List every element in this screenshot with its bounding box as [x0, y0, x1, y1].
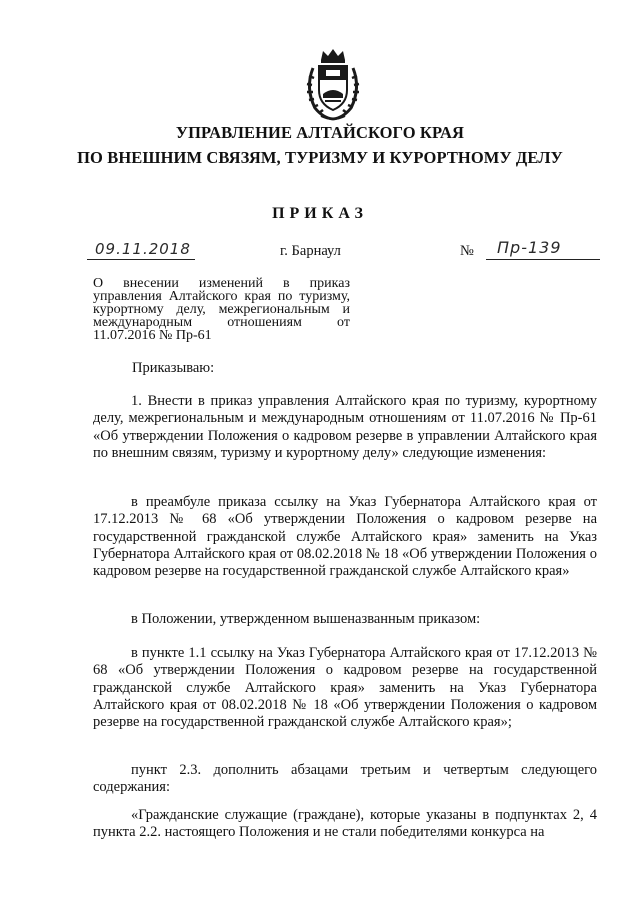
organization-name-line1: УПРАВЛЕНИЕ АЛТАЙСКОГО КРАЯ — [175, 123, 465, 142]
body-paragraph: 1. Внести в приказ управления Алтайского края по туризму, курортному делу, межрегиональным и международным отношениям от 11.07.2016 № Пр-61 «Об утверждении Положения о кадровом резерве в управлении Алтайского края по внешним связям, туризму и курортному делу» следующие изменения: — [93, 393, 597, 461]
handwritten-date: 09.11.2018 — [95, 240, 191, 258]
body-paragraph: в Положении, утвержденном вышеназванным приказом: — [131, 611, 481, 627]
number-underline — [486, 259, 600, 260]
body-paragraph: пункт 2.3. дополнить абзацами третьим и четвертым следующего содержания: — [93, 762, 597, 796]
number-sign: № — [460, 243, 474, 259]
date-underline — [87, 259, 195, 260]
document-type-title: ПРИКАЗ — [272, 205, 368, 222]
date-field — [87, 240, 195, 260]
document-number-field — [460, 238, 600, 260]
body-paragraph: «Гражданские служащие (граждане), которые указаны в подпунктах 2, 4 пункта 2.2. настоящего Положения и не стали победителями конкурса на — [93, 807, 597, 841]
body-paragraph: в преамбуле приказа ссылку на Указ Губернатора Алтайского края от 17.12.2013 № 68 «Об утверждении Положения о кадровом резерве на государственной гражданской службе Алтайского края» заменить на Указ Губернатора Алтайского края от 08.02.2018 № 18 «Об утверждении Положения о кадровом резерве на государственной гражданской службе Алтайского края» — [93, 494, 597, 580]
organization-name-line2: ПО ВНЕШНИМ СВЯЗЯМ, ТУРИЗМУ И КУРОРТНОМУ ДЕЛУ — [77, 148, 563, 167]
document-subject: О внесении изменений в приказ управления Алтайского края по туризму, курортному делу, межрегиональным и международным отношениям от 11.07.2016 № Пр-61 — [93, 276, 350, 343]
city-name: г. Барнаул — [280, 243, 341, 259]
order-word: Приказываю: — [132, 360, 215, 376]
body-paragraph: в пункте 1.1 ссылку на Указ Губернатора Алтайского края от 17.12.2013 № 68 «Об утверждении Положения о кадровом резерве на государственной гражданской службе Алтайского края» заменить на Указ Губернатора Алтайского края от 08.02.2018 № 18 «Об утверждении Положения о кадровом резерве на государственной гражданской службе Алтайского края»; — [93, 645, 597, 731]
coat-of-arms-icon — [299, 46, 367, 122]
handwritten-number: Пр-139 — [497, 238, 562, 257]
